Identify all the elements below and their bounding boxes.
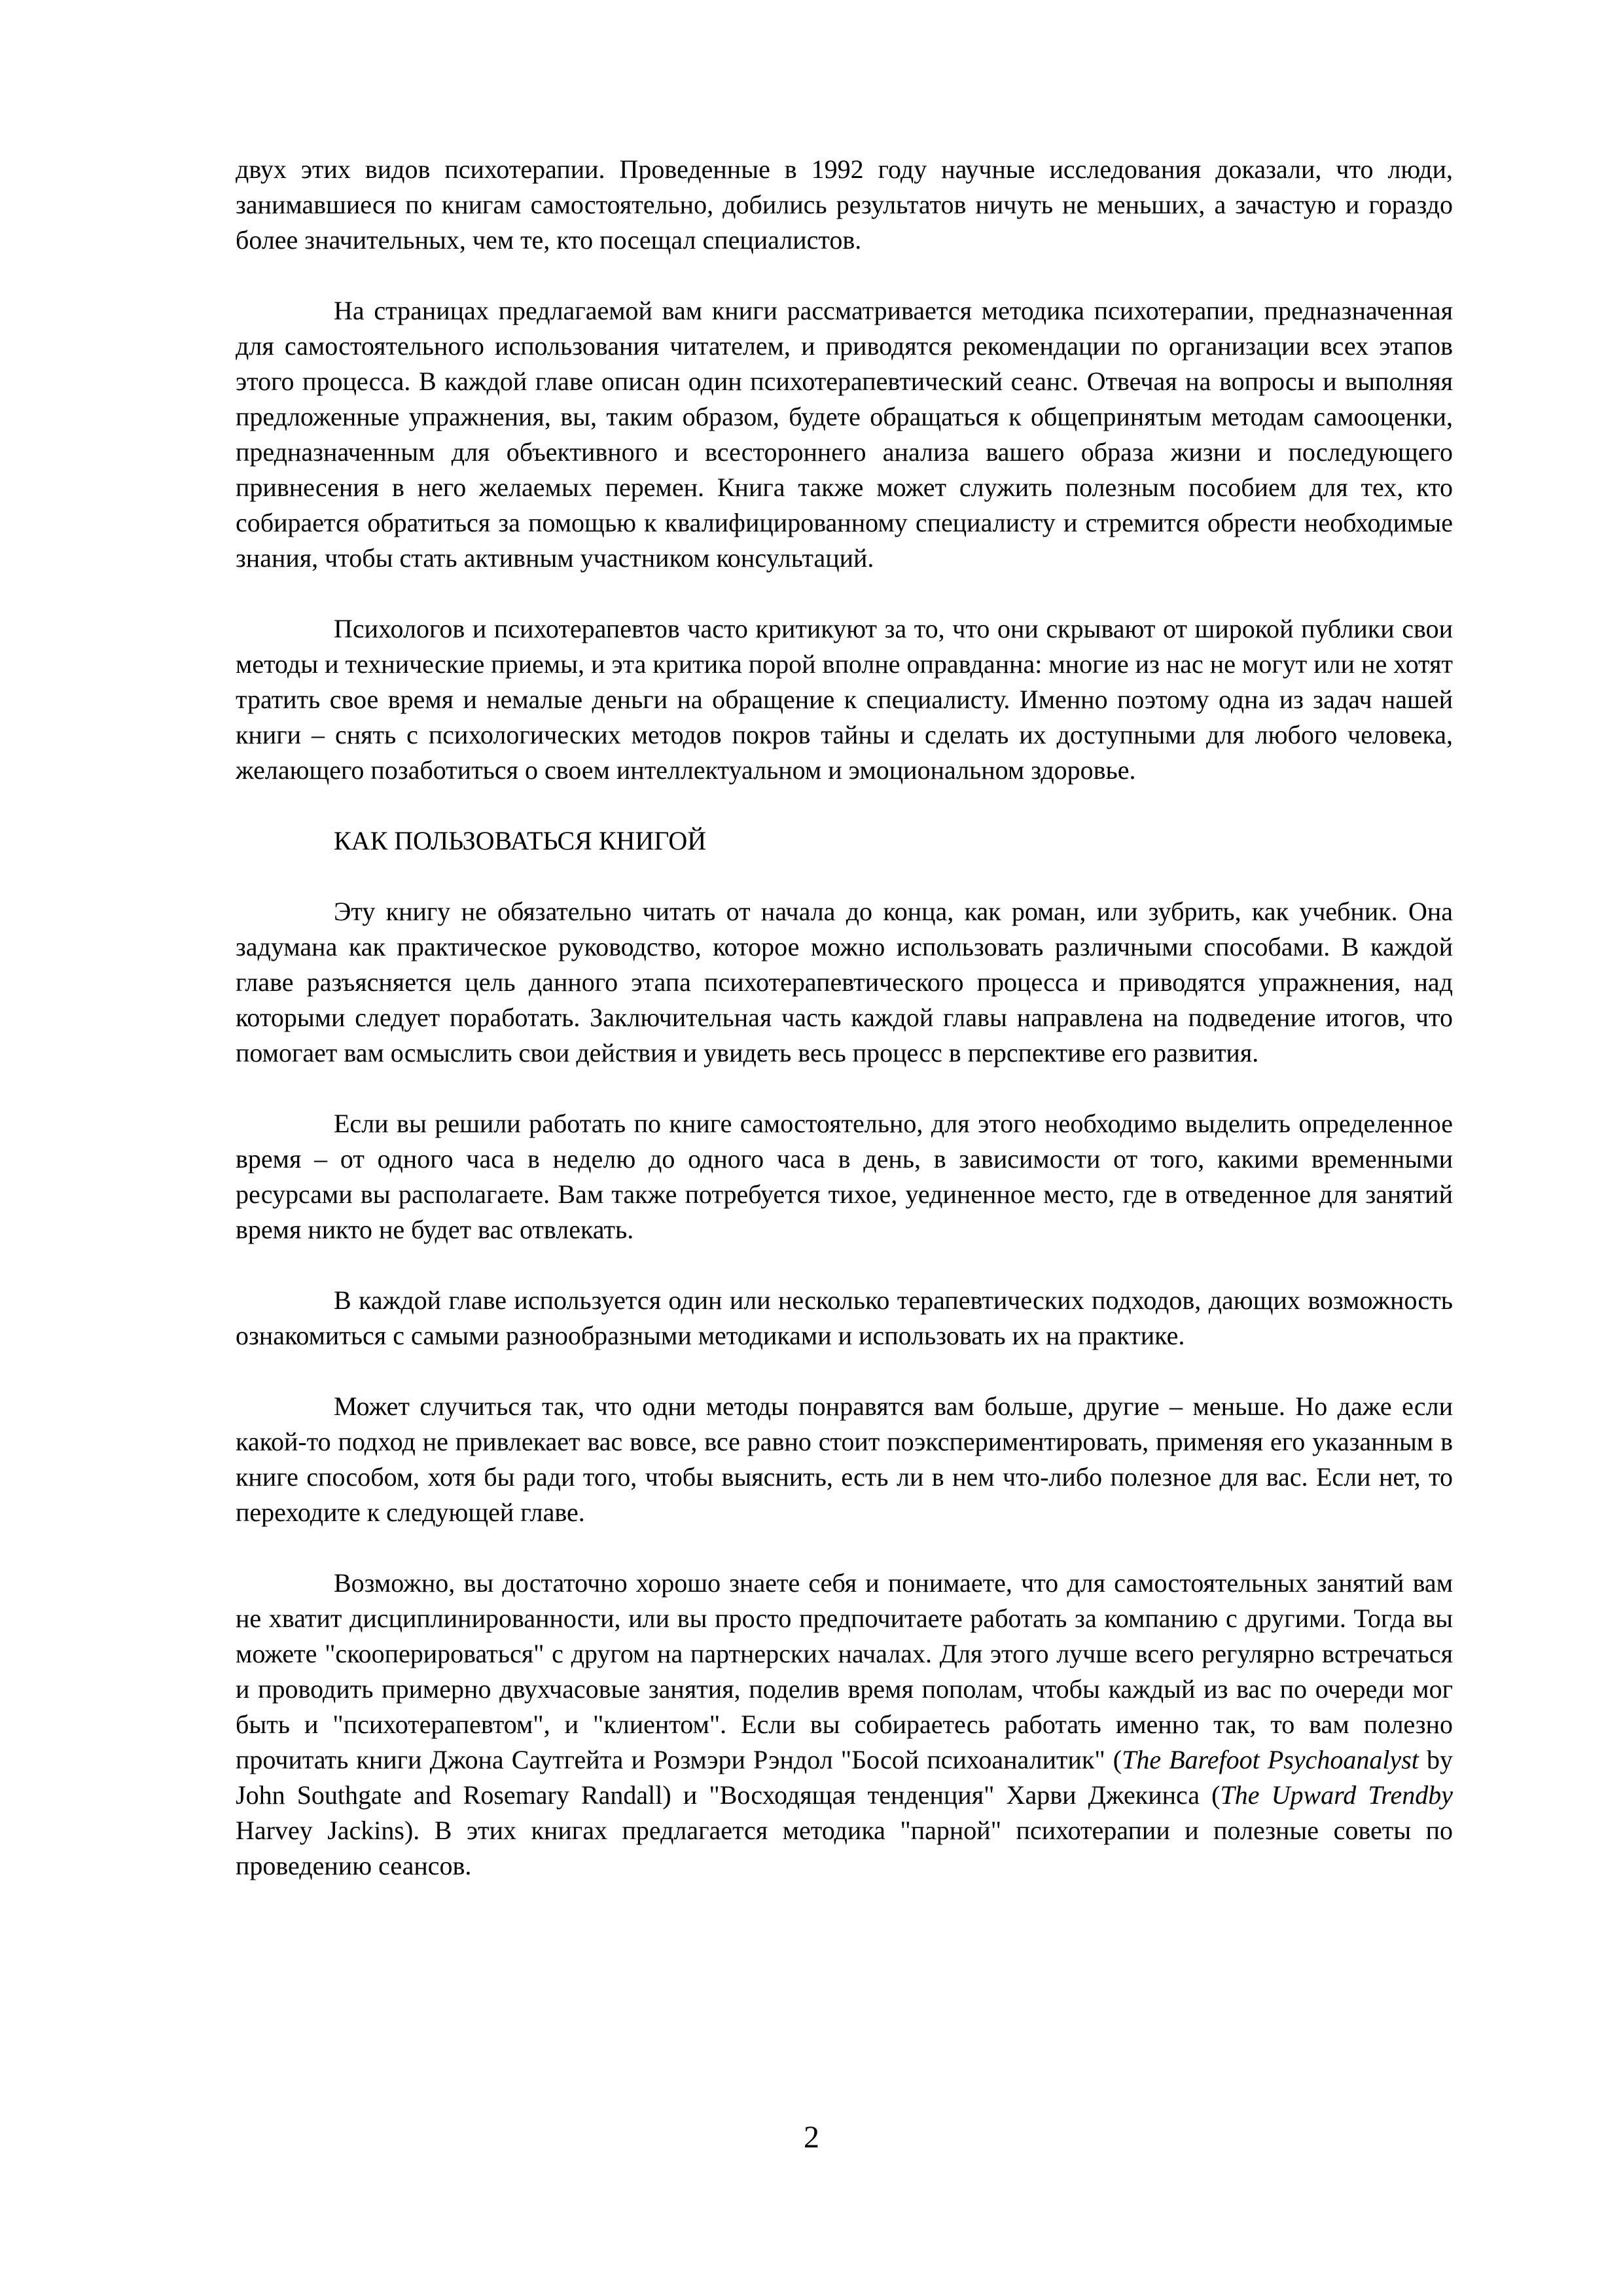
paragraph-partner-therapy-part-2: by John Southgate and Rosemary Randall) и "Восходящая тенденция" Харви Джекинса ( [236,1745,1453,1810]
paragraph-partner-therapy-part-3: Harvey Jackins). В этих книгах предлагается методика "парной" психотерапии и полезные советы по проведению сеансов. [236,1816,1453,1880]
paragraph-partner-therapy-part-1: Возможно, вы достаточно хорошо знаете себя и понимаете, что для самостоятельных занятий вам не хватит дисциплинированности, или вы просто предпочитаете работать за компанию с другими. Тогда вы можете "скооперироваться" с другом на партнерских началах. Для этого лучше всего регулярно встречаться и проводить примерно двухчасовые занятия, поделив время пополам, чтобы каждый из вас по очереди мог быть и "психотерапевтом", и "клиентом". Если вы собираетесь работать именно так, то вам полезно прочитать книги Джона Саутгейта и Розмэри Рэндол "Босой психоаналитик" ( [236,1568,1453,1774]
paragraph-partner-therapy [236,1566,1453,1884]
page-number: 2 [804,2120,819,2155]
paragraph-working-alone: Если вы решили работать по книге самостоятельно, для этого необходимо выделить определенное время – от одного часа в неделю до одного часа в день, в зависимости от того, какими временными ресурсами вы располагаете. Вам также потребуется тихое, уединенное место, где в отведенное для занятий время никто не будет вас отвлекать. [236,1109,1453,1244]
document-page [236,152,1453,1884]
paragraph-intro-continued: двух этих видов психотерапии. Проведенные в 1992 году научные исследования доказали, что люди, занимавшиеся по книгам самостоятельно, добились результатов ничуть не меньших, а зачастую и гораздо более значительных, чем те, кто посещал специалистов. [236,154,1453,255]
paragraph-psychologists-criticism: Психологов и психотерапевтов часто критикуют за то, что они скрывают от широкой публики свои методы и технические приемы, и эта критика порой вполне оправданна: многие из нас не могут или не хотят тратить свое время и немалые деньги на обращение к специалисту. Именно поэтому одна из задач нашей книги – снять с психологических методов покров тайны и сделать их доступными для любого человека, желающего позаботиться о своем интеллектуальном и эмоциональном здоровье. [236,614,1453,785]
section-heading: КАК ПОЛЬЗОВАТЬСЯ КНИГОЙ [334,826,707,855]
paragraph-methods-preference: Может случиться так, что одни методы понравятся вам больше, другие – меньше. Но даже если какой-то подход не привлекает вас вовсе, все равно стоит поэкспериментировать, применяя его указанным в книге способом, хотя бы ради того, чтобы выяснить, есть ли в нем что-либо полезное для вас. Если нет, то переходите к следующей главе. [236,1391,1453,1527]
book-title-barefoot-psychoanalyst: The Barefoot Psychoanalyst [1122,1745,1419,1774]
book-title-upward-trend: The Upward Trendby [1220,1780,1453,1810]
paragraph-not-a-novel: Эту книгу не обязательно читать от начала до конца, как роман, или зубрить, как учебник. Она задумана как практическое руководство, которое можно использовать различными способами. В каждой главе разъясняется цель данного этапа психотерапевтического процесса и приводятся упражнения, над которыми следует поработать. Заключительная часть каждой главы направлена на подведение итогов, что помогает вам осмыслить свои действия и увидеть весь процесс в перспективе его развития. [236,897,1453,1067]
paragraph-therapeutic-approaches: В каждой главе используется один или несколько терапевтических подходов, дающих возможность ознакомиться с самыми разнообразными методиками и использовать их на практике. [236,1285,1453,1350]
paragraph-book-methodology: На страницах предлагаемой вам книги рассматривается методика психотерапии, предназначенная для самостоятельного использования читателем, и приводятся рекомендации по организации всех этапов этого процесса. В каждой главе описан один психотерапевтический сеанс. Отвечая на вопросы и выполняя предложенные упражнения, вы, таким образом, будете обращаться к общепринятым методам самооценки, предназначенным для объективного и всестороннего анализа вашего образа жизни и последующего привнесения в него желаемых перемен. Книга также может служить полезным пособием для тех, кто собирается обратиться за помощью к квалифицированному специалисту и стремится обрести необходимые знания, чтобы стать активным участником консультаций. [236,296,1453,573]
